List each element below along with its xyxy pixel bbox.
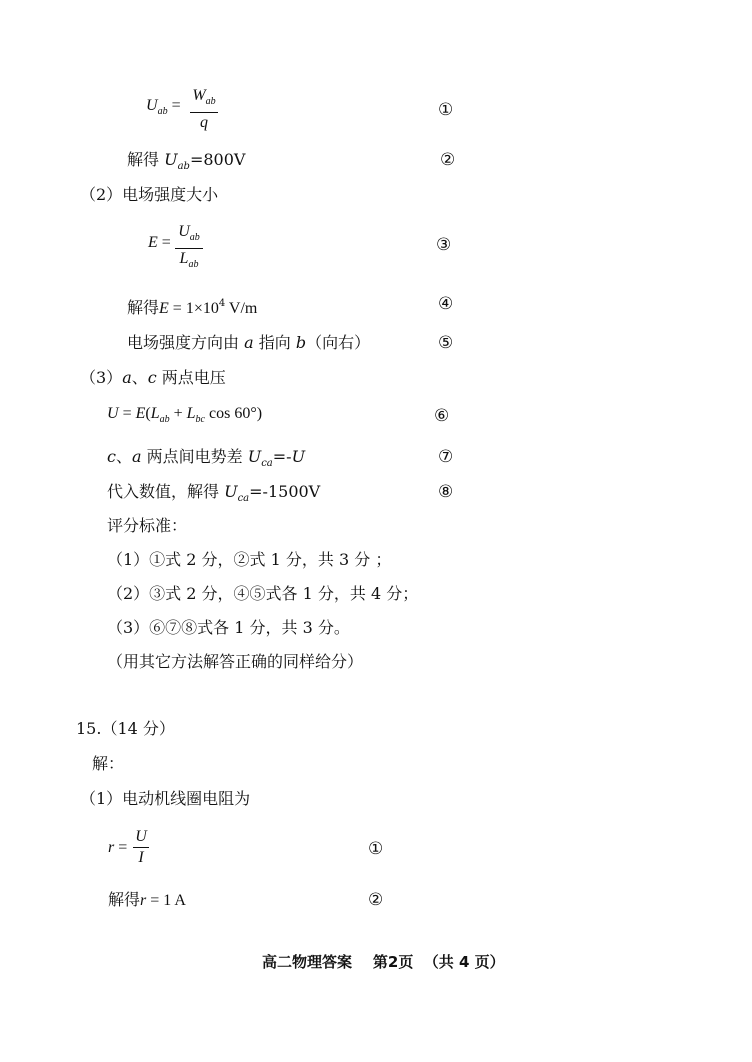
line7-c: c <box>107 447 116 466</box>
line7-sub: ca <box>261 458 273 469</box>
q15-part1-heading: （1）电动机线圈电阻为 <box>80 789 251 808</box>
part3-rest: 两点电压 <box>156 368 226 387</box>
line8-sub: ca <box>237 493 250 504</box>
q15-solve-label: 解： <box>92 754 125 773</box>
marker-6: ⑥ <box>434 406 450 426</box>
eq1-num-var: W <box>192 87 206 104</box>
eq9-den-var: I <box>138 849 144 866</box>
eq3-den-sub: ab <box>188 259 199 270</box>
line5-t2: 指向 <box>253 333 296 352</box>
eq1-lhs-sub: ab <box>157 106 168 117</box>
line5-t1: 电场强度方向由 <box>127 333 245 352</box>
eq6-U: U <box>107 405 119 422</box>
equation-1 <box>146 97 181 117</box>
eq3-num-var: U <box>178 223 190 240</box>
eq1-num-sub: ab <box>205 96 216 107</box>
line10-var: r <box>140 892 147 909</box>
line4-prefix: 解得 <box>127 298 160 317</box>
eq9-num-var: U <box>135 828 147 845</box>
line4-exp: 4 <box>218 298 226 309</box>
scoring-title: 评分标准： <box>107 516 188 535</box>
line2-sub: ab <box>177 161 190 172</box>
eq6-L1sub: ab <box>159 414 170 425</box>
marker-10: ② <box>368 890 384 910</box>
line5-a: a <box>244 333 254 352</box>
direction-line-5 <box>127 333 370 353</box>
marker-1: ① <box>438 100 454 120</box>
line7-rest: =- <box>272 447 292 466</box>
scoring-note: （用其它方法解答正确的同样给分） <box>107 652 364 671</box>
result-line-10 <box>108 890 186 911</box>
part3-heading <box>80 368 226 388</box>
eq1-equals: = <box>171 97 181 114</box>
eq3-equals: = <box>161 234 171 251</box>
line7-var: U <box>247 447 262 466</box>
marker-2: ② <box>440 150 456 170</box>
marker-3: ③ <box>436 235 452 255</box>
eq3-lhs-var: E <box>148 234 158 251</box>
line2-rest: =800V <box>189 150 246 169</box>
scoring-item-2: （2）③式 2 分，④⑤式各 1 分，共 4 分； <box>107 584 419 603</box>
eq1-lhs-var: U <box>146 97 158 114</box>
eq6-L1: L <box>150 405 160 422</box>
potential-diff-line-7 <box>107 447 305 474</box>
eq1-fraction <box>190 87 218 132</box>
marker-8: ⑧ <box>438 482 454 502</box>
part2-heading: （2）电场强度大小 <box>80 185 219 204</box>
line7-sep: 、 <box>115 447 132 466</box>
eq3-den-var: L <box>179 250 189 267</box>
marker-9: ① <box>368 839 384 859</box>
line8-prefix: 代入数值，解得 <box>107 482 225 501</box>
line7-t1: 两点间电势差 <box>141 447 248 466</box>
eq6-cos: cos 60°) <box>205 405 263 422</box>
line4-mid: = 1×10 <box>168 300 219 317</box>
line4-var: E <box>159 300 169 317</box>
line8-var: U <box>224 482 238 501</box>
result-line-8 <box>107 482 320 509</box>
eq6-L2sub: bc <box>195 414 205 425</box>
marker-4: ④ <box>438 294 454 314</box>
eq6-L2: L <box>186 405 196 422</box>
line5-b: b <box>295 333 307 352</box>
line7-U: U <box>291 447 306 466</box>
line2-var: U <box>164 150 178 169</box>
part3-c: c <box>147 368 157 387</box>
marker-5: ⑤ <box>438 333 454 353</box>
marker-7: ⑦ <box>438 447 454 467</box>
part3-sep: 、 <box>131 368 148 387</box>
eq9-equals: = <box>118 839 128 856</box>
eq9-fraction <box>133 828 149 867</box>
eq3-fraction <box>175 223 203 274</box>
line10-rest: = 1 A <box>146 892 186 909</box>
scoring-item-1: （1）①式 2 分，②式 1 分，共 3 分 ； <box>107 550 392 569</box>
line8-rest: =-1500V <box>249 482 321 501</box>
eq3-num-sub: ab <box>189 232 200 243</box>
eq1-den-var: q <box>200 114 208 131</box>
q15-title: 15.（14 分） <box>76 719 175 738</box>
equation-3 <box>148 234 171 252</box>
eq9-lhs-var: r <box>108 839 115 856</box>
eq6-E: E <box>135 405 146 422</box>
scoring-item-3: （3）⑥⑦⑧式各 1 分，共 3 分。 <box>107 618 350 637</box>
equation-9 <box>108 839 127 857</box>
result-line-2 <box>127 150 245 177</box>
result-line-4 <box>127 294 257 319</box>
equation-6 <box>107 405 262 425</box>
line7-a: a <box>131 447 142 466</box>
part3-prefix: （3） <box>80 368 123 387</box>
eq6-equals: = <box>118 405 136 422</box>
line10-prefix: 解得 <box>108 890 141 909</box>
line4-unit: V/m <box>225 300 258 317</box>
line5-t3: （向右） <box>306 333 371 352</box>
page-footer: 高二物理答案 第2页 （共 4 页） <box>262 953 505 971</box>
eq6-open: ( <box>145 405 151 422</box>
eq6-plus: + <box>169 405 187 422</box>
part3-a: a <box>122 368 132 387</box>
line2-prefix: 解得 <box>127 150 165 169</box>
